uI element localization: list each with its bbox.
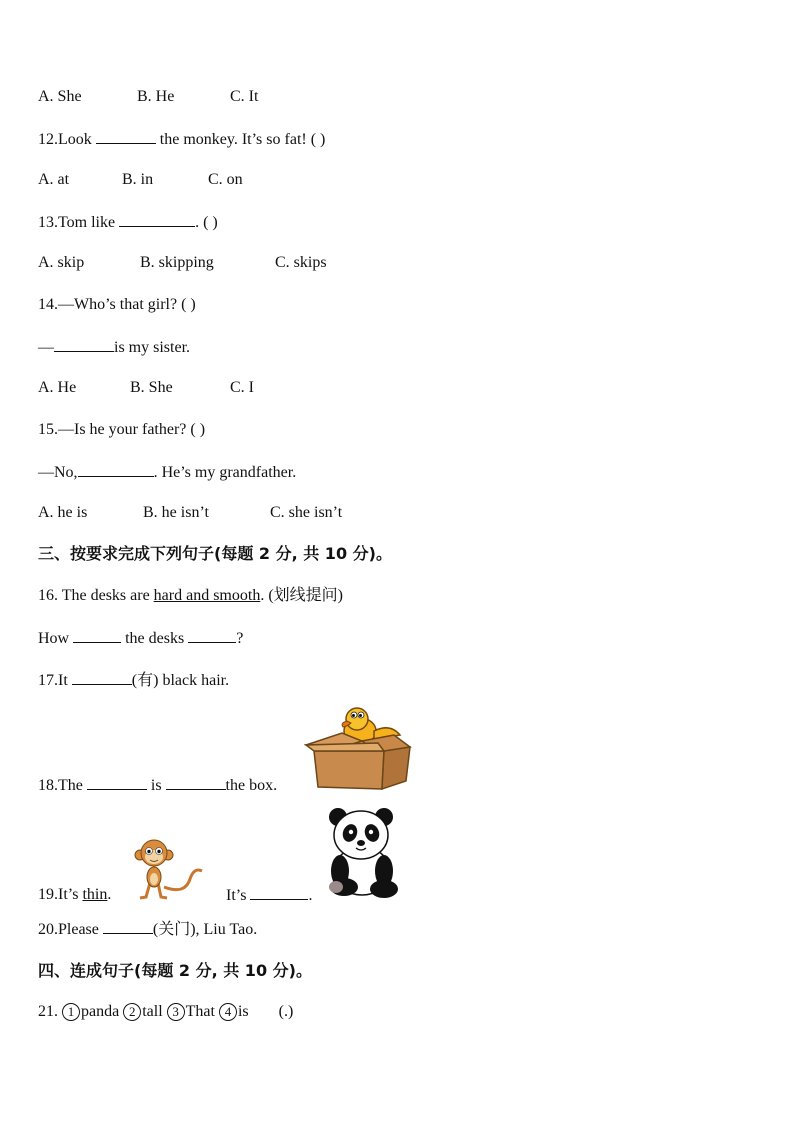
q13-option-c: C. skips (275, 254, 327, 271)
q11-option-a: A. She (38, 88, 82, 105)
q19-question: 19.It’s thin. (38, 886, 112, 903)
word: is (237, 1003, 249, 1020)
circled-number: 2 (123, 1003, 141, 1021)
q11-options (38, 87, 258, 107)
q16-question: 16. The desks are hard and smooth. (划线提问) (38, 587, 343, 604)
q21-question: 21. 1 panda 2 tall 3 That 4 is (.) (38, 1003, 294, 1020)
q14-option-c: C. I (230, 379, 254, 396)
circled-number: 1 (62, 1003, 80, 1021)
word: tall (142, 1003, 163, 1020)
q16-answer: How the desks ? (38, 630, 244, 647)
answer-blank[interactable] (73, 628, 121, 643)
panda-picture (322, 805, 404, 899)
q20-question: 20.Please (关门), Liu Tao. (38, 921, 258, 938)
answer-blank[interactable] (250, 885, 308, 900)
q14-question: 14.—Who’s that girl? ( ) (38, 296, 196, 313)
q15-option-a: A. he is (38, 504, 88, 521)
q15-question: 15.—Is he your father? ( ) (38, 421, 206, 438)
underlined-word: thin (82, 886, 108, 903)
q14-answer: — is my sister. (38, 339, 191, 356)
q14-option-b: B. She (130, 379, 173, 396)
q15-options (38, 503, 342, 523)
circled-number: 4 (219, 1003, 237, 1021)
q15-answer: —No, . He’s my grandfather. (38, 464, 297, 481)
q11-option-c: C. It (230, 88, 259, 105)
word: panda (81, 1003, 120, 1020)
answer-blank[interactable] (119, 212, 195, 227)
q19-part-2: It’s . (226, 887, 313, 904)
q15-option-c: C. she isn’t (270, 504, 343, 521)
q12-question: 12.Look the monkey. It’s so fat! ( ) (38, 131, 326, 148)
section-4-heading: 四、连成句子(每题 2 分, 共 10 分)。 (38, 961, 312, 980)
q12-options (38, 170, 243, 190)
q13-options (38, 253, 327, 273)
section-3-heading: 三、按要求完成下列句子(每题 2 分, 共 10 分)。 (38, 544, 392, 563)
answer-blank[interactable] (166, 775, 226, 790)
circled-number: 3 (167, 1003, 185, 1021)
answer-blank[interactable] (96, 129, 156, 144)
q18-question: 18.The is the box. (38, 777, 278, 794)
q14-options (38, 378, 254, 398)
q12-option-a: A. at (38, 171, 70, 188)
answer-blank[interactable] (54, 337, 114, 352)
q13-option-a: A. skip (38, 254, 85, 271)
q12-option-b: B. in (122, 171, 154, 188)
q15-option-b: B. he isn’t (143, 504, 209, 521)
q13-option-b: B. skipping (140, 254, 214, 271)
answer-blank[interactable] (87, 775, 147, 790)
answer-blank[interactable] (72, 670, 132, 685)
q11-option-b: B. He (137, 88, 175, 105)
answer-blank[interactable] (188, 628, 236, 643)
end-punctuation: (.) (278, 1003, 294, 1020)
q14-option-a: A. He (38, 379, 77, 396)
duck-in-box-picture (302, 703, 416, 791)
answer-blank[interactable] (78, 462, 154, 477)
q17-question: 17.It (有) black hair. (38, 672, 230, 689)
monkey-picture (130, 837, 206, 901)
word: That (185, 1003, 215, 1020)
underlined-phrase: hard and smooth (153, 587, 261, 604)
q13-question: 13.Tom like . ( ) (38, 214, 218, 231)
answer-blank[interactable] (103, 919, 153, 934)
q12-option-c: C. on (208, 171, 243, 188)
